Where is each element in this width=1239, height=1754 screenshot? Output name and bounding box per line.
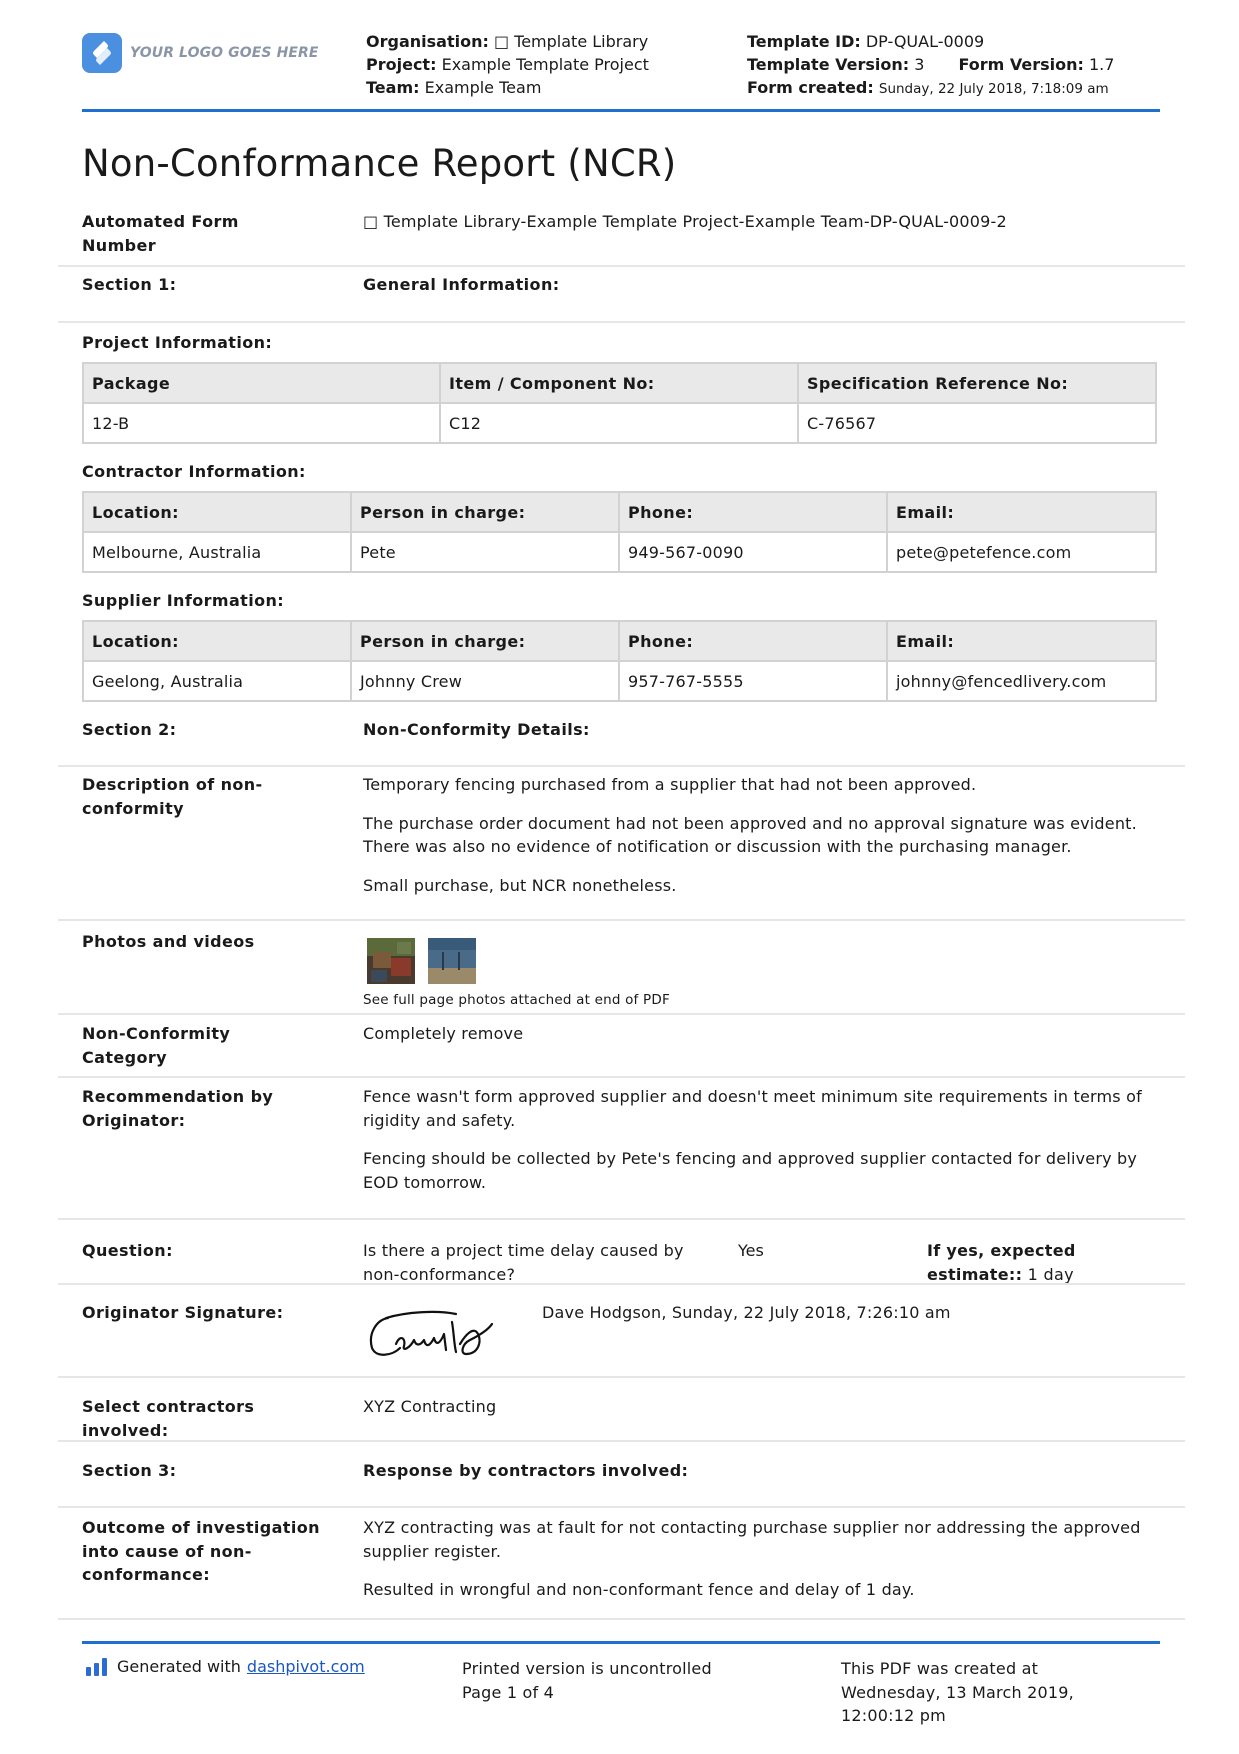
dashpivot-logo-icon <box>86 1658 107 1676</box>
contractors-label: Select contractors involved: <box>82 1397 255 1440</box>
project-label: Project: <box>366 55 437 74</box>
table-cell: 12-B <box>83 403 440 443</box>
template-version-label: Template Version: <box>747 55 910 74</box>
recommendation-paragraph: Fence wasn't form approved supplier and doesn't meet minimum site requirements in terms of rigidity and safety. <box>363 1087 1142 1130</box>
contractor-info-label: Contractor Information: <box>82 462 306 481</box>
table-cell: C-76567 <box>798 403 1156 443</box>
created-date: Wednesday, 13 March 2019, <box>841 1682 1074 1702</box>
signature-details: Dave Hodgson, Sunday, 22 July 2018, 7:26:10 am <box>542 1303 951 1322</box>
table-cell: 957-767-5555 <box>619 661 887 701</box>
recommendation-paragraph: Fencing should be collected by Pete's fencing and approved supplier contacted for delivery by EOD tomorrow. <box>363 1149 1138 1192</box>
photos-label: Photos and videos <box>82 932 255 951</box>
question-estimate <box>927 1239 1127 1286</box>
section2-title: Non-Conformity Details: <box>363 720 590 739</box>
row-divider <box>58 1013 1185 1015</box>
description-paragraph: Small purchase, but NCR nonetheless. <box>363 875 677 895</box>
photo-thumbnails <box>367 938 476 984</box>
footer-created-info <box>841 1657 1074 1728</box>
outcome-value <box>363 1516 1163 1617</box>
question-label: Question: <box>82 1241 173 1260</box>
company-logo <box>82 33 319 73</box>
row-divider <box>58 1076 1185 1078</box>
table-cell: pete@petefence.com <box>887 532 1156 572</box>
outcome-label: Outcome of investigation into cause of non-conformance: <box>82 1518 320 1584</box>
table-header-cell: Phone: <box>619 492 887 532</box>
created-line: This PDF was created at <box>841 1659 1039 1678</box>
row-divider <box>58 1376 1185 1378</box>
supplier-info-table <box>82 620 1157 702</box>
table-header-cell: Email: <box>887 492 1156 532</box>
category-value: Completely remove <box>363 1024 524 1043</box>
table-header-cell: Person in charge: <box>351 492 619 532</box>
project-value: Example Template Project <box>441 55 649 74</box>
supplier-info-label: Supplier Information: <box>82 591 285 610</box>
description-label: Description of non-conformity <box>82 775 263 818</box>
created-time: 12:00:12 pm <box>841 1706 946 1725</box>
outcome-paragraph: XYZ contracting was at fault for not contacting purchase supplier nor addressing the approved supplier register. <box>363 1518 1141 1561</box>
table-header-cell: Phone: <box>619 621 887 661</box>
table-cell: Johnny Crew <box>351 661 619 701</box>
row-divider <box>58 919 1185 921</box>
table-cell: johnny@fencedlivery.com <box>887 661 1156 701</box>
form-created-label: Form created: <box>747 78 874 97</box>
team-label: Team: <box>366 78 420 97</box>
form-created-value: Sunday, 22 July 2018, 7:18:09 am <box>878 81 1109 97</box>
description-paragraph: The purchase order document had not been approved and no approval signature was evident. There was also no evidence of notification or discussion with the purchasing manager. <box>363 813 1137 856</box>
recommendation-label: Recommendation by Originator: <box>82 1087 274 1130</box>
printed-notice: Printed version is uncontrolled <box>462 1659 712 1678</box>
row-divider <box>58 265 1185 267</box>
row-divider <box>58 1283 1185 1285</box>
form-number-value: □ Template Library-Example Template Project-Example Team-DP-QUAL-0009-2 <box>363 212 1007 231</box>
template-id-value: DP-QUAL-0009 <box>865 32 985 51</box>
category-label: Non-Conformity Category <box>82 1024 231 1067</box>
row-divider <box>58 1440 1185 1442</box>
template-id-label: Template ID: <box>747 32 861 51</box>
signature-label: Originator Signature: <box>82 1303 284 1322</box>
team-value: Example Team <box>424 78 542 97</box>
template-version-value: 3 <box>914 55 925 74</box>
estimate-label: If yes, expected estimate:: <box>927 1241 1076 1284</box>
logo-icon <box>82 33 122 73</box>
organisation-label: Organisation: <box>366 32 489 51</box>
generated-prefix: Generated with <box>117 1657 241 1676</box>
section2-label: Section 2: <box>82 720 177 739</box>
estimate-value: 1 day <box>1027 1264 1074 1284</box>
description-paragraph: Temporary fencing purchased from a supplier that had not been approved. <box>363 775 977 794</box>
recommendation-value <box>363 1085 1163 1209</box>
section3-label: Section 3: <box>82 1461 177 1480</box>
form-version-label: Form Version: <box>958 55 1084 74</box>
form-number-label: Automated Form Number <box>82 212 239 255</box>
table-header-cell: Location: <box>83 621 351 661</box>
contractors-value: XYZ Contracting <box>363 1397 497 1416</box>
table-cell: C12 <box>440 403 798 443</box>
section1-label: Section 1: <box>82 275 177 294</box>
table-cell: 949-567-0090 <box>619 532 887 572</box>
row-divider <box>58 321 1185 323</box>
signature-image <box>366 1304 496 1362</box>
table-header-cell: Item / Component No: <box>440 363 798 403</box>
table-header-cell: Package <box>83 363 440 403</box>
row-divider <box>58 1506 1185 1508</box>
table-cell: Geelong, Australia <box>83 661 351 701</box>
contractor-info-table <box>82 491 1157 573</box>
header-org-block <box>366 30 649 99</box>
project-info-table <box>82 362 1157 444</box>
photo-thumbnail[interactable] <box>367 938 415 984</box>
page-title: Non-Conformance Report (NCR) <box>82 142 677 185</box>
organisation-value: □ Template Library <box>493 32 649 51</box>
header-template-block <box>747 30 1114 101</box>
table-header-cell: Specification Reference No: <box>798 363 1156 403</box>
photos-note: See full page photos attached at end of PDF <box>363 992 670 1008</box>
row-divider <box>58 1618 1185 1620</box>
row-divider <box>58 765 1185 767</box>
project-info-label: Project Information: <box>82 333 273 352</box>
header-divider <box>82 109 1160 112</box>
footer-divider <box>82 1641 1160 1644</box>
photo-thumbnail[interactable] <box>428 938 476 984</box>
report-header <box>82 30 1160 112</box>
table-header-cell: Email: <box>887 621 1156 661</box>
question-answer: Yes <box>738 1241 764 1260</box>
footer-generated <box>86 1657 365 1676</box>
section3-title: Response by contractors involved: <box>363 1461 689 1480</box>
table-header-cell: Person in charge: <box>351 621 619 661</box>
table-cell: Melbourne, Australia <box>83 532 351 572</box>
description-value <box>363 773 1163 912</box>
logo-text: YOUR LOGO GOES HERE <box>130 45 319 61</box>
section1-title: General Information: <box>363 275 560 294</box>
form-version-value: 1.7 <box>1088 55 1115 74</box>
row-divider <box>58 1218 1185 1220</box>
outcome-paragraph: Resulted in wrongful and non-conformant fence and delay of 1 day. <box>363 1580 915 1599</box>
dashpivot-link[interactable]: dashpivot.com <box>246 1657 365 1676</box>
table-header-cell: Location: <box>83 492 351 532</box>
footer-print-info <box>462 1657 712 1704</box>
page-number: Page 1 of 4 <box>462 1682 554 1702</box>
question-text: Is there a project time delay caused by non-conformance? <box>363 1241 684 1284</box>
table-cell: Pete <box>351 532 619 572</box>
